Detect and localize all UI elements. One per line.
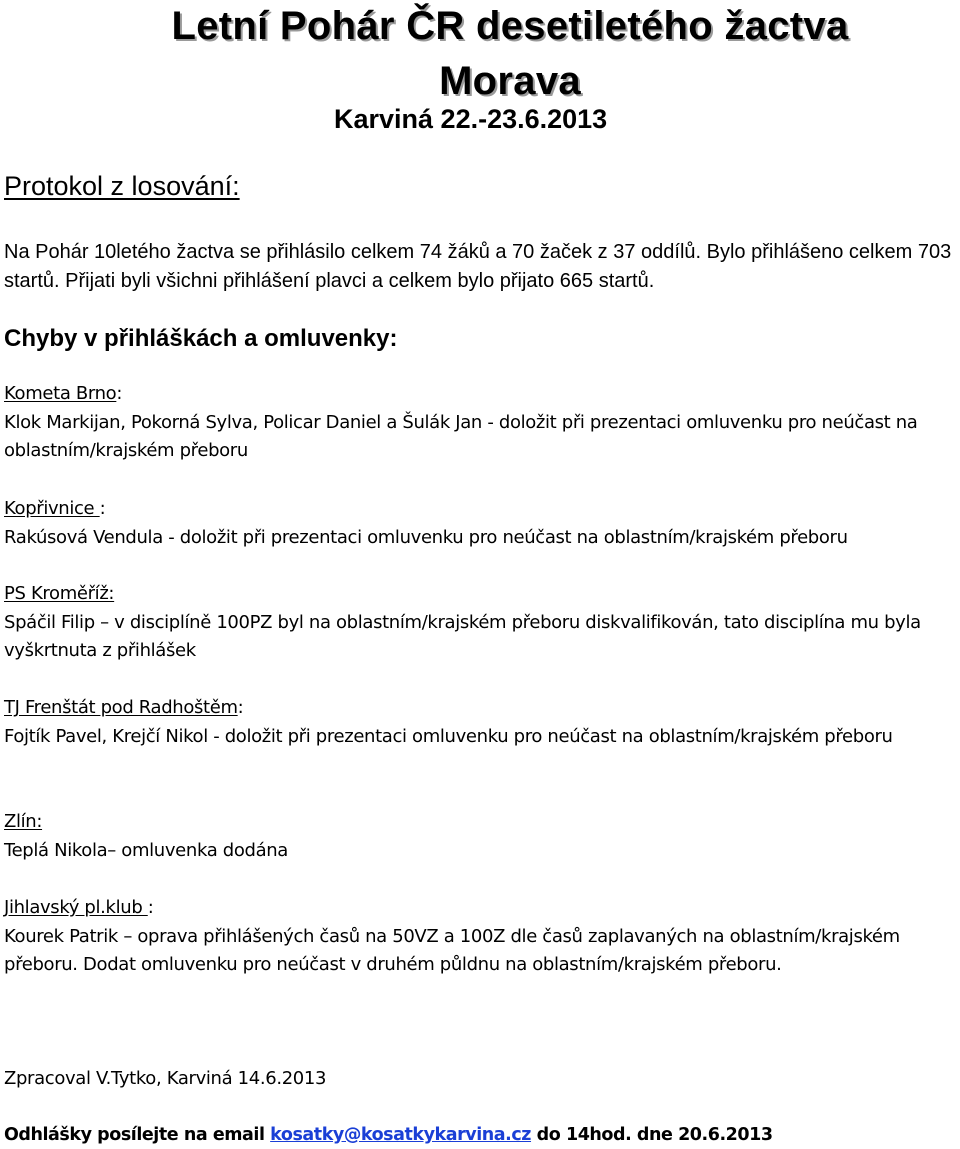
club-note: Kourek Patrik – oprava přihlášených časů na 50VZ a 100Z dle časů zaplavaných na oblastním/krajském přeboru. Dodat omluvenku pro neúčast v druhém půldnu na oblastním/krajském přeboru.	[4, 925, 900, 976]
club-name: TJ Frenštát pod Radhoštěm	[4, 697, 238, 718]
club-entry-ps-kromeriz	[4, 580, 959, 666]
club-name-suffix: :	[147, 897, 154, 918]
club-note: Spáčil Filip – v disciplíně 100PZ byl na oblastním/krajském přeboru diskvalifikován, tato disciplína mu byla vyškrtnuta z přihlášek	[4, 611, 921, 662]
document-title	[4, 4, 960, 103]
club-name: Zlín:	[4, 811, 43, 832]
club-note: Rakúsová Vendula - doložit při prezentaci omluvenku pro neúčast na oblastním/krajském přeboru	[4, 526, 848, 548]
club-name: PS Kroměříž:	[4, 583, 115, 604]
club-entry-zlin	[4, 808, 959, 865]
withdrawal-deadline-line	[4, 1121, 773, 1149]
intro-paragraph: Na Pohár 10letého žactva se přihlásilo celkem 74 žáků a 70 žaček z 37 oddílů. Bylo přihlášeno celkem 703 startů. Přijati byli všichni přihlášení plavci a celkem bylo přijato 665 startů.	[4, 241, 952, 292]
club-note: Teplá Nikola– omluvenka dodána	[4, 839, 288, 861]
club-name-suffix: :	[99, 498, 106, 519]
club-name: Kometa Brno	[4, 383, 117, 404]
title-line-1: Letní Pohár ČR desetiletého žactva	[171, 4, 849, 48]
author-line: Zpracoval V.Tytko, Karviná 14.6.2013	[4, 1068, 327, 1089]
club-entry-kometa-brno	[4, 380, 959, 466]
club-note: Klok Markijan, Pokorná Sylva, Policar Daniel a Šulák Jan - doložit při prezentaci omluvenku pro neúčast na oblastním/krajském přeboru	[4, 411, 918, 462]
club-entry-tj-frenstat	[4, 694, 959, 751]
deadline-suffix: do 14hod. dne 20.6.2013	[531, 1125, 773, 1145]
event-place-date: Karviná 22.-23.6.2013	[334, 104, 608, 134]
protocol-heading: Protokol z losování:	[4, 171, 240, 201]
club-name-suffix: :	[116, 383, 123, 404]
club-name: Kopřivnice	[4, 498, 100, 519]
club-name: Jihlavský pl.klub	[4, 897, 148, 918]
deadline-prefix: Odhlášky posílejte na email	[4, 1125, 271, 1145]
errors-heading: Chyby v přihláškách a omluvenky:	[4, 325, 398, 352]
club-note: Fojtík Pavel, Krejčí Nikol - doložit při prezentaci omluvenku pro neúčast na oblastním/krajském přeboru	[4, 725, 893, 747]
club-entry-jihlavsky-pl-klub	[4, 894, 959, 980]
club-entry-koprivnice	[4, 495, 959, 552]
title-line-2: Morava	[439, 59, 581, 103]
email-link[interactable]: kosatky@kosatkykarvina.cz	[270, 1125, 532, 1145]
club-name-suffix: :	[237, 697, 244, 718]
